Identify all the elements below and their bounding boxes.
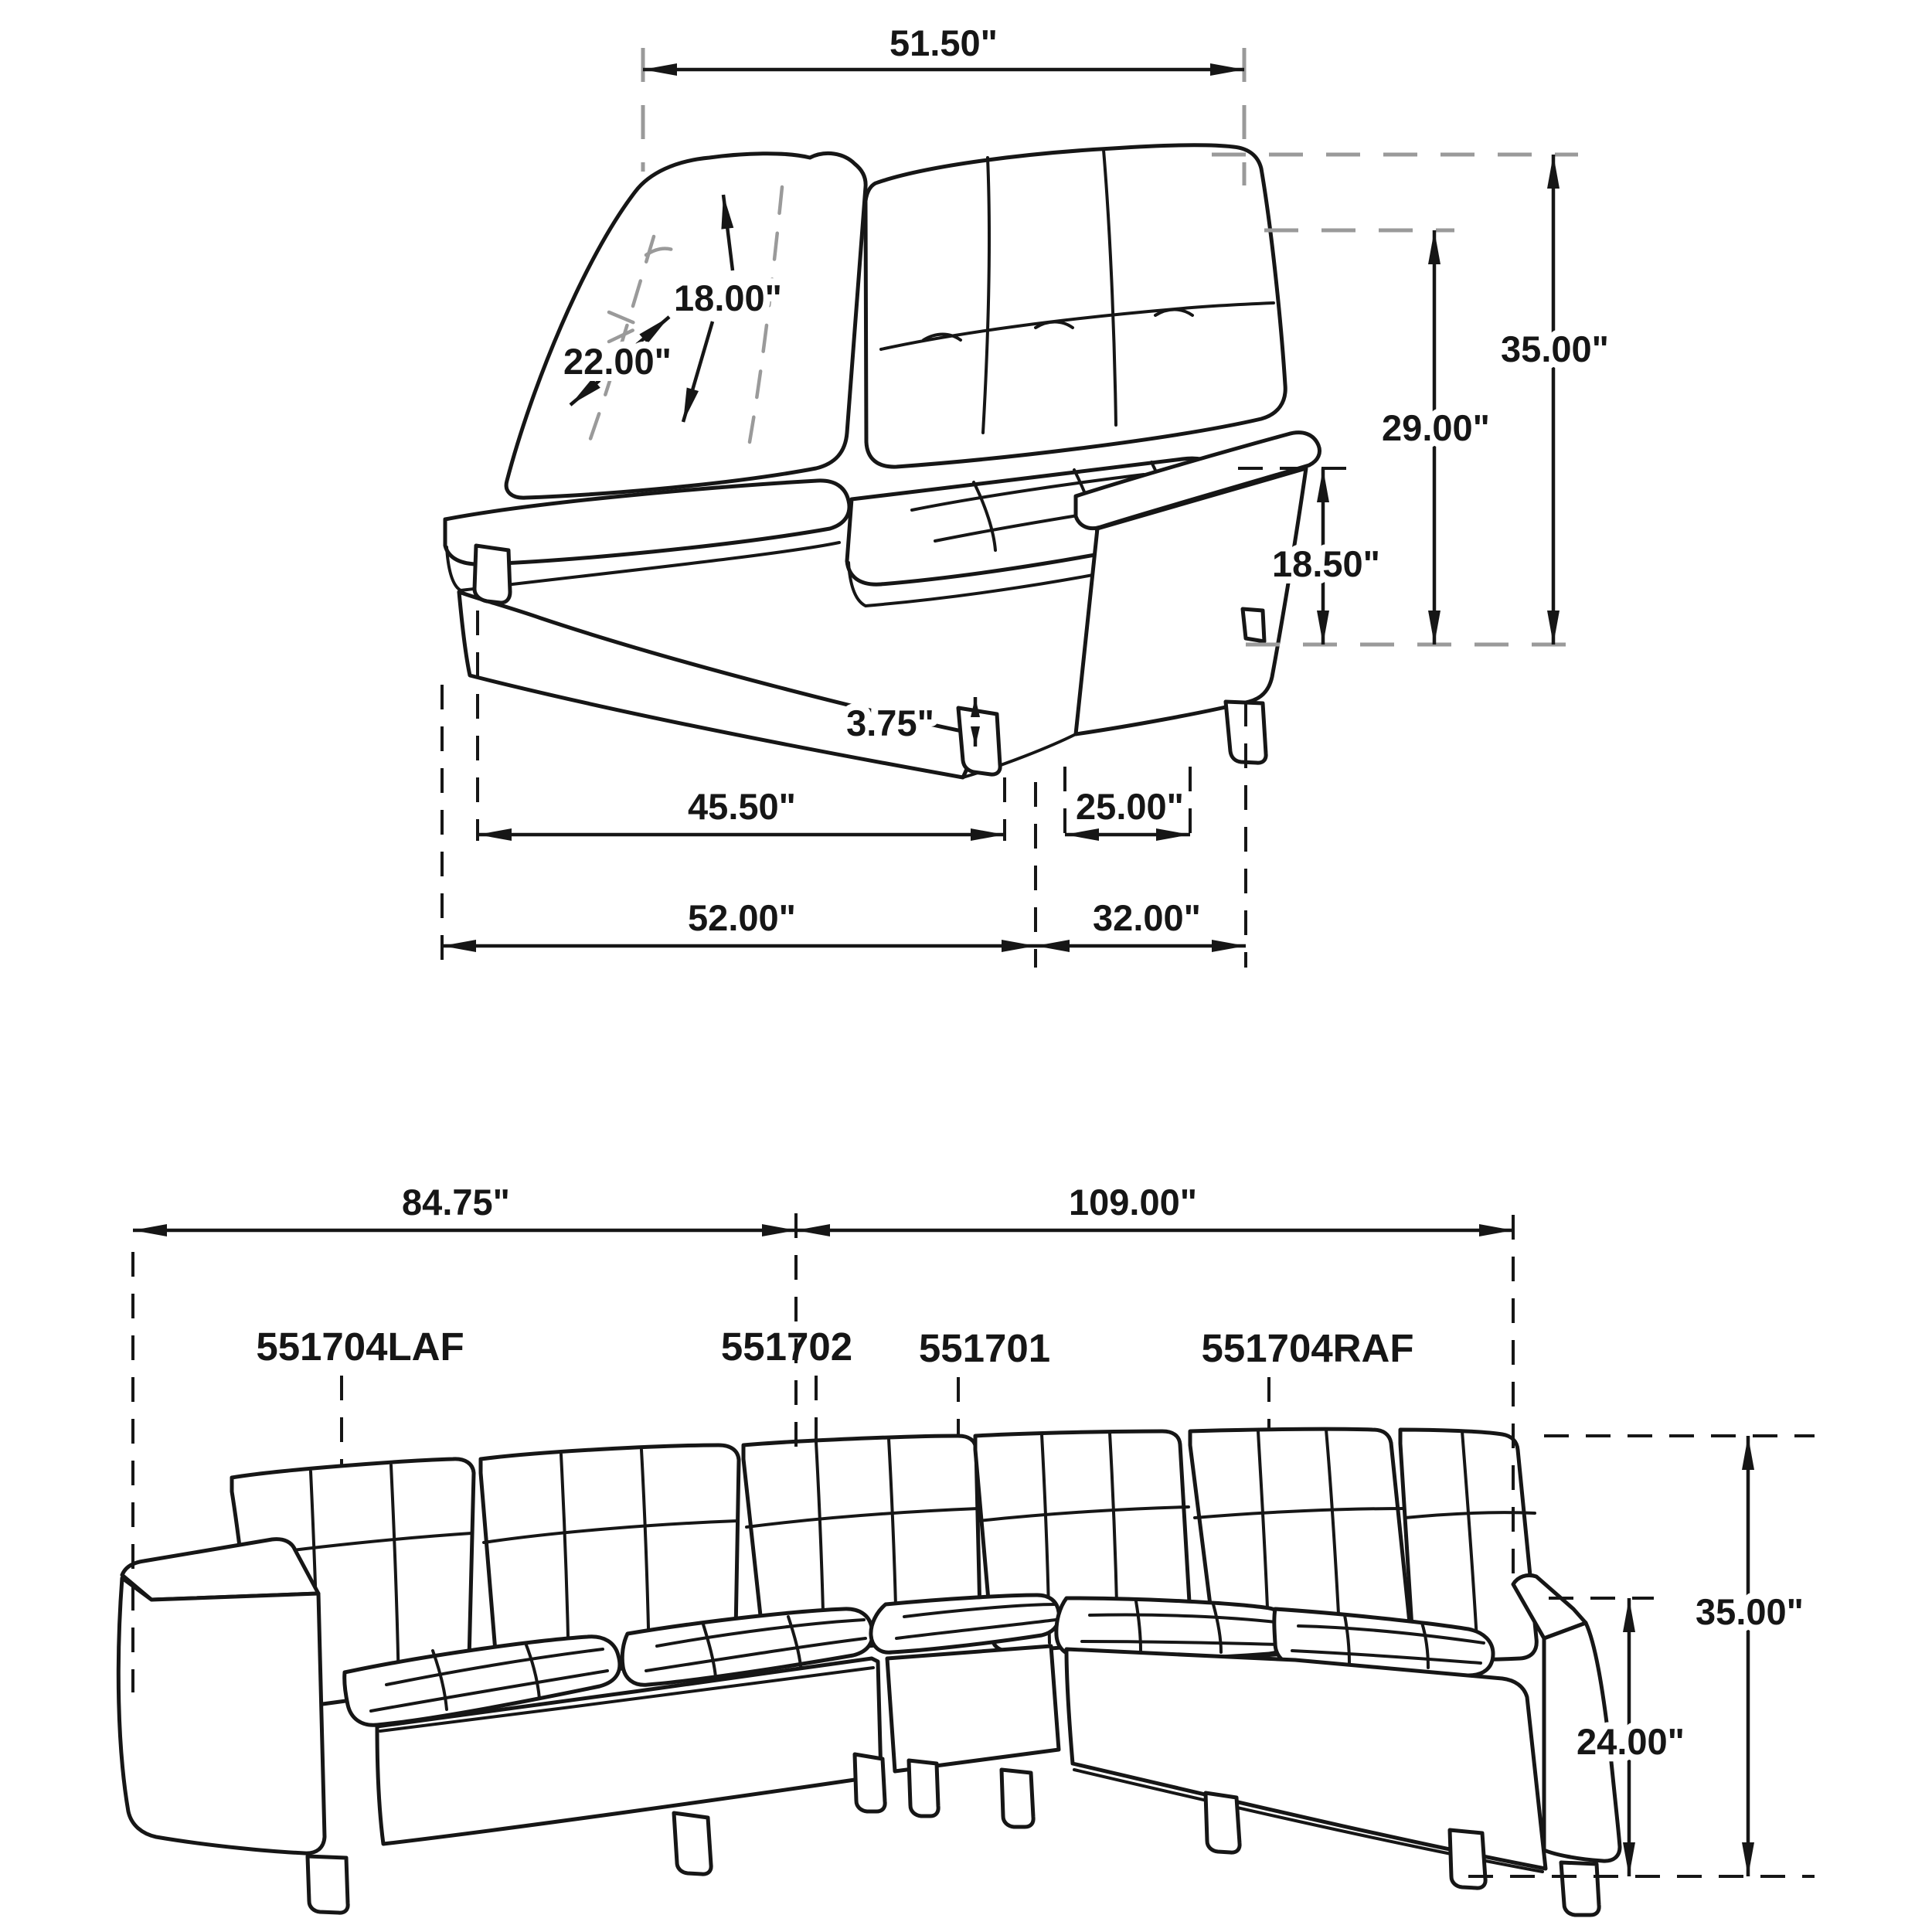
- arm-front-outline: [118, 1578, 325, 1853]
- sofa-leg: [1561, 1862, 1599, 1915]
- dim-label-overall-depth: 32.00": [1093, 897, 1201, 938]
- sofa-leg: [1243, 609, 1264, 641]
- sofa-leg: [674, 1813, 711, 1874]
- dim-label-right-side-length: 109.00": [1068, 1182, 1198, 1223]
- sofa-leg: [308, 1856, 348, 1913]
- sofa-leg: [909, 1760, 938, 1816]
- sofa-leg: [855, 1754, 885, 1811]
- part-label: 551704RAF: [1201, 1326, 1414, 1370]
- dim-label-overall-height: 35.00": [1501, 328, 1609, 369]
- base-outline: [459, 592, 977, 777]
- dim-label-seat-depth: 22.00": [563, 341, 672, 382]
- back-cushion-outline: [506, 153, 866, 498]
- sofa-leg: [474, 546, 510, 603]
- loveseat-diagram: [442, 22, 1609, 968]
- sectional-illustration: [118, 1429, 1620, 1915]
- loveseat-illustration: [445, 145, 1320, 777]
- arm-top-outline: [122, 1539, 318, 1600]
- dim-label-seat-height: 18.50": [1272, 543, 1380, 584]
- base-outline: [887, 1646, 1059, 1771]
- dim-label-leg-to-leg: 45.50": [688, 786, 796, 827]
- dim-label-overall-height: 35.00": [1696, 1591, 1804, 1632]
- dim-label-back-cushion-height: 18.00": [674, 277, 782, 318]
- dim-label-arm-front-depth: 25.00": [1076, 786, 1184, 827]
- dim-label-leg-height: 3.75": [846, 702, 934, 743]
- sofa-leg: [1450, 1830, 1485, 1888]
- dim-label-overall-width: 51.50": [889, 22, 998, 63]
- part-label: 551704LAF: [256, 1325, 464, 1369]
- dim-label-arm-height: 24.00": [1577, 1721, 1685, 1762]
- dim-label-left-side-length: 84.75": [402, 1182, 510, 1223]
- sofa-leg: [958, 708, 1000, 774]
- part-label: 551701: [918, 1326, 1051, 1370]
- sofa-leg: [1206, 1793, 1240, 1852]
- part-label: 551702: [720, 1325, 853, 1369]
- sofa-leg: [1002, 1770, 1033, 1827]
- sectional-diagram: [118, 1182, 1815, 1915]
- dim-label-overall-length: 52.00": [688, 897, 796, 938]
- dim-label-back-height: 29.00": [1382, 407, 1490, 448]
